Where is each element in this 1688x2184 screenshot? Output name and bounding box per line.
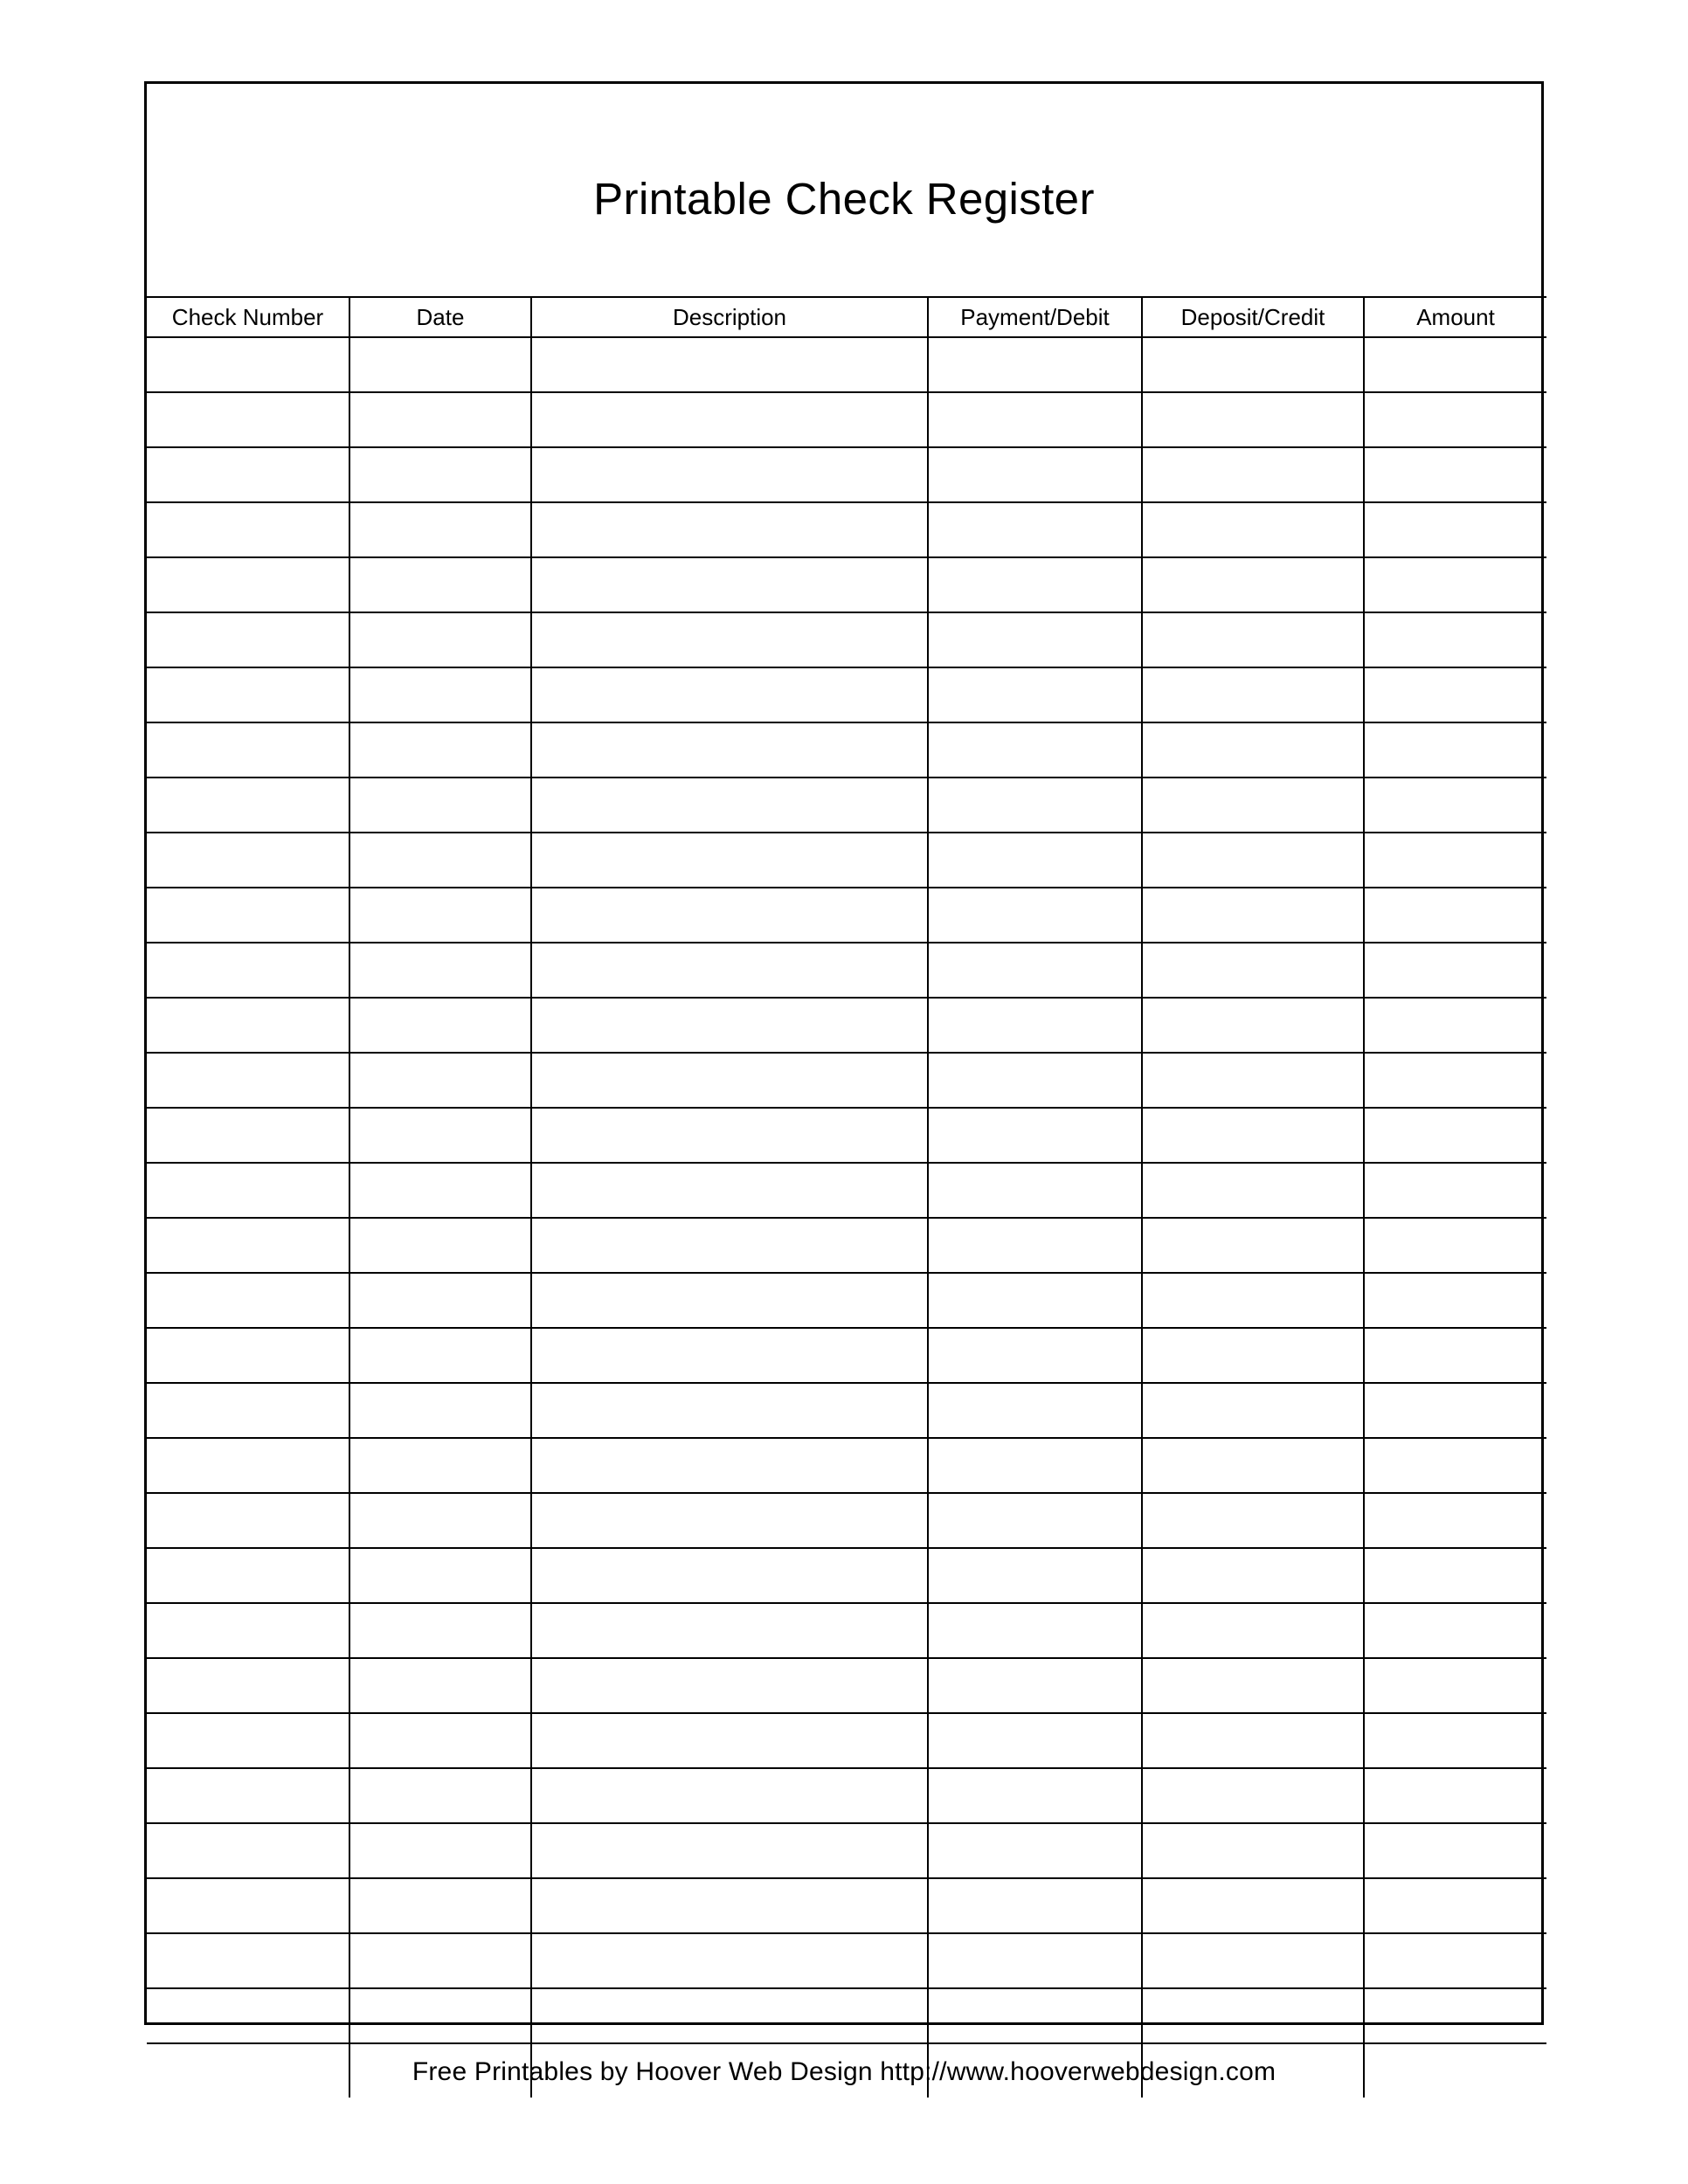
- cell-deposit_credit[interactable]: [1142, 502, 1364, 557]
- cell-check_number[interactable]: [147, 1658, 349, 1713]
- cell-check_number[interactable]: [147, 1273, 349, 1328]
- cell-payment_debit[interactable]: [928, 998, 1142, 1053]
- cell-check_number[interactable]: [147, 833, 349, 888]
- column-header-amount: Amount: [1364, 297, 1546, 337]
- cell-check_number[interactable]: [147, 943, 349, 998]
- cell-check_number[interactable]: [147, 667, 349, 722]
- cell-check_number[interactable]: [147, 1218, 349, 1273]
- cell-deposit_credit[interactable]: [1142, 1988, 1364, 2043]
- cell-deposit_credit[interactable]: [1142, 1053, 1364, 1108]
- cell-check_number[interactable]: [147, 1603, 349, 1658]
- cell-amount[interactable]: [1364, 888, 1546, 943]
- cell-deposit_credit[interactable]: [1142, 722, 1364, 778]
- table-row: [147, 502, 1546, 557]
- footer-credit: Free Printables by Hoover Web Design http://www.hooverwebdesign.com: [412, 2057, 1276, 2086]
- cell-date[interactable]: [349, 612, 531, 667]
- cell-payment_debit[interactable]: [928, 1933, 1142, 1988]
- table-row: [147, 1823, 1546, 1878]
- cell-date[interactable]: [349, 667, 531, 722]
- cell-description[interactable]: [531, 998, 928, 1053]
- cell-deposit_credit[interactable]: [1142, 1658, 1364, 1713]
- cell-deposit_credit[interactable]: [1142, 557, 1364, 612]
- cell-description[interactable]: [531, 1713, 928, 1768]
- cell-description[interactable]: [531, 1108, 928, 1163]
- cell-deposit_credit[interactable]: [1142, 1548, 1364, 1603]
- cell-amount[interactable]: [1364, 1658, 1546, 1713]
- cell-amount[interactable]: [1364, 1988, 1546, 2043]
- table-row: [147, 1163, 1546, 1218]
- cell-check_number[interactable]: [147, 1493, 349, 1548]
- table-row: [147, 1933, 1546, 1988]
- cell-payment_debit[interactable]: [928, 1988, 1142, 2043]
- cell-amount[interactable]: [1364, 943, 1546, 998]
- cell-payment_debit[interactable]: [928, 557, 1142, 612]
- column-header-description: Description: [531, 297, 928, 337]
- table-row: [147, 1053, 1546, 1108]
- table-row: [147, 337, 1546, 392]
- cell-amount[interactable]: [1364, 1713, 1546, 1768]
- cell-description[interactable]: [531, 1878, 928, 1933]
- cell-description[interactable]: [531, 1163, 928, 1218]
- cell-date[interactable]: [349, 1823, 531, 1878]
- cell-description[interactable]: [531, 502, 928, 557]
- cell-deposit_credit[interactable]: [1142, 1933, 1364, 1988]
- cell-deposit_credit[interactable]: [1142, 833, 1364, 888]
- cell-description[interactable]: [531, 1768, 928, 1823]
- cell-payment_debit[interactable]: [928, 1658, 1142, 1713]
- cell-date[interactable]: [349, 1438, 531, 1493]
- cell-payment_debit[interactable]: [928, 447, 1142, 502]
- cell-payment_debit[interactable]: [928, 888, 1142, 943]
- cell-deposit_credit[interactable]: [1142, 447, 1364, 502]
- cell-deposit_credit[interactable]: [1142, 612, 1364, 667]
- cell-deposit_credit[interactable]: [1142, 1878, 1364, 1933]
- table-row: [147, 1438, 1546, 1493]
- cell-deposit_credit[interactable]: [1142, 337, 1364, 392]
- cell-description[interactable]: [531, 1218, 928, 1273]
- cell-date[interactable]: [349, 1383, 531, 1438]
- cell-date[interactable]: [349, 1163, 531, 1218]
- cell-description[interactable]: [531, 447, 928, 502]
- cell-payment_debit[interactable]: [928, 1493, 1142, 1548]
- table-row: [147, 1328, 1546, 1383]
- cell-payment_debit[interactable]: [928, 778, 1142, 833]
- cell-deposit_credit[interactable]: [1142, 1823, 1364, 1878]
- cell-description[interactable]: [531, 1328, 928, 1383]
- cell-check_number[interactable]: [147, 1548, 349, 1603]
- cell-date[interactable]: [349, 998, 531, 1053]
- cell-amount[interactable]: [1364, 998, 1546, 1053]
- check-register-sheet: [144, 81, 1544, 2025]
- cell-description[interactable]: [531, 1438, 928, 1493]
- cell-date[interactable]: [349, 1988, 531, 2043]
- cell-payment_debit[interactable]: [928, 1548, 1142, 1603]
- cell-deposit_credit[interactable]: [1142, 392, 1364, 447]
- cell-date[interactable]: [349, 1878, 531, 1933]
- cell-amount[interactable]: [1364, 1383, 1546, 1438]
- cell-deposit_credit[interactable]: [1142, 1218, 1364, 1273]
- cell-amount[interactable]: [1364, 1823, 1546, 1878]
- cell-description[interactable]: [531, 557, 928, 612]
- cell-payment_debit[interactable]: [928, 1713, 1142, 1768]
- cell-date[interactable]: [349, 392, 531, 447]
- cell-payment_debit[interactable]: [928, 943, 1142, 998]
- cell-amount[interactable]: [1364, 1273, 1546, 1328]
- cell-amount[interactable]: [1364, 447, 1546, 502]
- table-header-row: [147, 297, 1546, 337]
- cell-amount[interactable]: [1364, 502, 1546, 557]
- cell-date[interactable]: [349, 337, 531, 392]
- table-row: [147, 1878, 1546, 1933]
- cell-payment_debit[interactable]: [928, 392, 1142, 447]
- cell-description[interactable]: [531, 1053, 928, 1108]
- cell-payment_debit[interactable]: [928, 1163, 1142, 1218]
- table-body: [147, 337, 1546, 2098]
- cell-deposit_credit[interactable]: [1142, 1438, 1364, 1493]
- cell-payment_debit[interactable]: [928, 1328, 1142, 1383]
- cell-date[interactable]: [349, 1273, 531, 1328]
- table-row: [147, 998, 1546, 1053]
- cell-check_number[interactable]: [147, 1988, 349, 2043]
- cell-date[interactable]: [349, 778, 531, 833]
- cell-payment_debit[interactable]: [928, 1218, 1142, 1273]
- table-row: [147, 1273, 1546, 1328]
- table-row: [147, 1493, 1546, 1548]
- cell-payment_debit[interactable]: [928, 612, 1142, 667]
- cell-date[interactable]: [349, 447, 531, 502]
- cell-date[interactable]: [349, 1328, 531, 1383]
- cell-amount[interactable]: [1364, 833, 1546, 888]
- cell-payment_debit[interactable]: [928, 1108, 1142, 1163]
- cell-check_number[interactable]: [147, 1768, 349, 1823]
- page-title: Printable Check Register: [593, 174, 1095, 225]
- cell-description[interactable]: [531, 667, 928, 722]
- table-row: [147, 722, 1546, 778]
- cell-check_number[interactable]: [147, 778, 349, 833]
- cell-check_number[interactable]: [147, 1328, 349, 1383]
- cell-check_number[interactable]: [147, 392, 349, 447]
- table-row: [147, 392, 1546, 447]
- cell-check_number[interactable]: [147, 1878, 349, 1933]
- table-row: [147, 833, 1546, 888]
- cell-date[interactable]: [349, 833, 531, 888]
- table-row: [147, 667, 1546, 722]
- table-row: [147, 778, 1546, 833]
- table-row: [147, 1768, 1546, 1823]
- cell-amount[interactable]: [1364, 1493, 1546, 1548]
- cell-description[interactable]: [531, 943, 928, 998]
- cell-check_number[interactable]: [147, 1383, 349, 1438]
- table-row: [147, 1713, 1546, 1768]
- cell-date[interactable]: [349, 1768, 531, 1823]
- cell-deposit_credit[interactable]: [1142, 1383, 1364, 1438]
- table-row: [147, 1218, 1546, 1273]
- cell-deposit_credit[interactable]: [1142, 1713, 1364, 1768]
- check-register-table: [147, 296, 1546, 2098]
- table-row: [147, 1383, 1546, 1438]
- column-header-deposit-credit: Deposit/Credit: [1142, 297, 1364, 337]
- cell-date[interactable]: [349, 1548, 531, 1603]
- cell-payment_debit[interactable]: [928, 337, 1142, 392]
- cell-check_number[interactable]: [147, 1163, 349, 1218]
- cell-date[interactable]: [349, 1713, 531, 1768]
- cell-payment_debit[interactable]: [928, 502, 1142, 557]
- cell-description[interactable]: [531, 1658, 928, 1713]
- cell-check_number[interactable]: [147, 1933, 349, 1988]
- cell-amount[interactable]: [1364, 1438, 1546, 1493]
- cell-date[interactable]: [349, 1933, 531, 1988]
- cell-deposit_credit[interactable]: [1142, 943, 1364, 998]
- cell-deposit_credit[interactable]: [1142, 888, 1364, 943]
- table-row: [147, 943, 1546, 998]
- table-row: [147, 888, 1546, 943]
- cell-check_number[interactable]: [147, 612, 349, 667]
- table-row: [147, 612, 1546, 667]
- cell-date[interactable]: [349, 888, 531, 943]
- cell-amount[interactable]: [1364, 1548, 1546, 1603]
- cell-description[interactable]: [531, 1493, 928, 1548]
- cell-deposit_credit[interactable]: [1142, 1163, 1364, 1218]
- cell-check_number[interactable]: [147, 502, 349, 557]
- cell-payment_debit[interactable]: [928, 722, 1142, 778]
- cell-check_number[interactable]: [147, 1108, 349, 1163]
- cell-description[interactable]: [531, 1548, 928, 1603]
- cell-amount[interactable]: [1364, 1878, 1546, 1933]
- cell-check_number[interactable]: [147, 722, 349, 778]
- cell-amount[interactable]: [1364, 1053, 1546, 1108]
- table-row: [147, 1548, 1546, 1603]
- cell-payment_debit[interactable]: [928, 1768, 1142, 1823]
- cell-description[interactable]: [531, 778, 928, 833]
- cell-check_number[interactable]: [147, 1823, 349, 1878]
- cell-date[interactable]: [349, 557, 531, 612]
- cell-date[interactable]: [349, 1108, 531, 1163]
- cell-amount[interactable]: [1364, 557, 1546, 612]
- table-row: [147, 1988, 1546, 2043]
- cell-description[interactable]: [531, 612, 928, 667]
- cell-deposit_credit[interactable]: [1142, 1328, 1364, 1383]
- cell-amount[interactable]: [1364, 337, 1546, 392]
- cell-description[interactable]: [531, 1383, 928, 1438]
- cell-deposit_credit[interactable]: [1142, 1768, 1364, 1823]
- cell-deposit_credit[interactable]: [1142, 1493, 1364, 1548]
- cell-amount[interactable]: [1364, 1933, 1546, 1988]
- cell-check_number[interactable]: [147, 1438, 349, 1493]
- cell-deposit_credit[interactable]: [1142, 778, 1364, 833]
- table-row: [147, 1603, 1546, 1658]
- cell-description[interactable]: [531, 337, 928, 392]
- column-header-date: Date: [349, 297, 531, 337]
- cell-date[interactable]: [349, 1053, 531, 1108]
- column-header-check-number: Check Number: [147, 297, 349, 337]
- cell-payment_debit[interactable]: [928, 1603, 1142, 1658]
- column-header-payment-debit: Payment/Debit: [928, 297, 1142, 337]
- cell-check_number[interactable]: [147, 888, 349, 943]
- cell-check_number[interactable]: [147, 998, 349, 1053]
- cell-description[interactable]: [531, 833, 928, 888]
- cell-date[interactable]: [349, 502, 531, 557]
- cell-payment_debit[interactable]: [928, 833, 1142, 888]
- cell-date[interactable]: [349, 1218, 531, 1273]
- cell-amount[interactable]: [1364, 1603, 1546, 1658]
- table-row: [147, 447, 1546, 502]
- cell-date[interactable]: [349, 1493, 531, 1548]
- cell-description[interactable]: [531, 722, 928, 778]
- cell-description[interactable]: [531, 1988, 928, 2043]
- table-row: [147, 557, 1546, 612]
- title-area: [147, 84, 1541, 296]
- cell-amount[interactable]: [1364, 1218, 1546, 1273]
- cell-date[interactable]: [349, 722, 531, 778]
- cell-check_number[interactable]: [147, 1713, 349, 1768]
- cell-description[interactable]: [531, 1273, 928, 1328]
- cell-payment_debit[interactable]: [928, 1273, 1142, 1328]
- cell-amount[interactable]: [1364, 1108, 1546, 1163]
- cell-date[interactable]: [349, 1603, 531, 1658]
- cell-deposit_credit[interactable]: [1142, 1108, 1364, 1163]
- cell-deposit_credit[interactable]: [1142, 667, 1364, 722]
- cell-amount[interactable]: [1364, 612, 1546, 667]
- table-row: [147, 1658, 1546, 1713]
- cell-deposit_credit[interactable]: [1142, 998, 1364, 1053]
- table-header: [147, 297, 1546, 337]
- cell-date[interactable]: [349, 943, 531, 998]
- cell-payment_debit[interactable]: [928, 667, 1142, 722]
- cell-description[interactable]: [531, 1823, 928, 1878]
- table-row: [147, 1108, 1546, 1163]
- cell-description[interactable]: [531, 1603, 928, 1658]
- cell-payment_debit[interactable]: [928, 1053, 1142, 1108]
- cell-check_number[interactable]: [147, 337, 349, 392]
- cell-deposit_credit[interactable]: [1142, 1603, 1364, 1658]
- cell-amount[interactable]: [1364, 778, 1546, 833]
- cell-amount[interactable]: [1364, 667, 1546, 722]
- cell-description[interactable]: [531, 392, 928, 447]
- cell-description[interactable]: [531, 1933, 928, 1988]
- cell-payment_debit[interactable]: [928, 1823, 1142, 1878]
- cell-check_number[interactable]: [147, 1053, 349, 1108]
- cell-amount[interactable]: [1364, 1328, 1546, 1383]
- cell-amount[interactable]: [1364, 392, 1546, 447]
- cell-check_number[interactable]: [147, 557, 349, 612]
- cell-payment_debit[interactable]: [928, 1878, 1142, 1933]
- cell-amount[interactable]: [1364, 1163, 1546, 1218]
- cell-description[interactable]: [531, 888, 928, 943]
- cell-amount[interactable]: [1364, 1768, 1546, 1823]
- cell-amount[interactable]: [1364, 722, 1546, 778]
- cell-date[interactable]: [349, 1658, 531, 1713]
- cell-deposit_credit[interactable]: [1142, 1273, 1364, 1328]
- cell-check_number[interactable]: [147, 447, 349, 502]
- cell-payment_debit[interactable]: [928, 1438, 1142, 1493]
- cell-payment_debit[interactable]: [928, 1383, 1142, 1438]
